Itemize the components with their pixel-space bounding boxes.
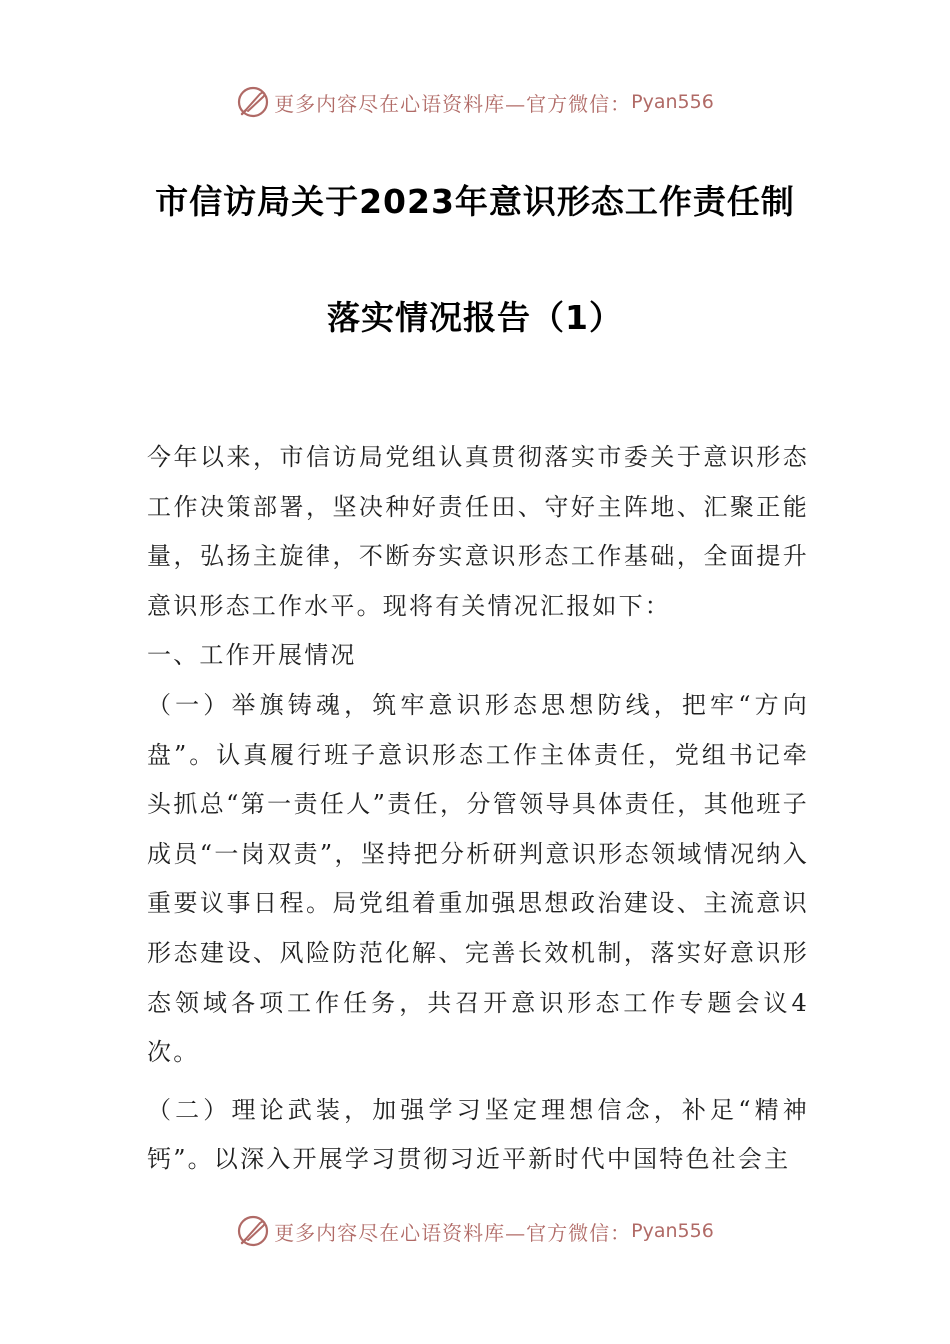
quill-logo-icon	[236, 85, 270, 119]
watermark-banner-bottom	[0, 1211, 950, 1251]
paragraph-section-2: （二）理论武装，加强学习坚定理想信念，补足“精神钙”。以深入开展学习贯彻习近平新时代中国特色社会主	[147, 1095, 809, 1174]
section-heading: 一、工作开展情况	[147, 641, 357, 670]
watermark-text: 更多内容尽在心语资料库—官方微信：	[274, 1220, 632, 1245]
document-title-line2: 落实情况报告（1）	[327, 298, 623, 337]
watermark-contact: Pyan556	[631, 91, 714, 113]
paragraph-intro: 今年以来，市信访局党组认真贯彻落实市委关于意识形态工作决策部署，坚决种好责任田、守好主阵地、汇聚正能量，弘扬主旋律，不断夯实意识形态工作基础，全面提升意识形态工作水平。现将有关情况汇报如下：	[147, 443, 809, 620]
watermark-text: 更多内容尽在心语资料库—官方微信：	[274, 91, 632, 116]
quill-logo-icon	[236, 1214, 270, 1248]
paragraph-section-1: （一）举旗铸魂，筑牢意识形态思想防线，把牢“方向盘”。认真履行班子意识形态工作主体责任，党组书记牵头抓总“第一责任人”责任，分管领导具体责任，其他班子成员“一岗双责”，坚持把分析研判意识形态领域情况纳入重要议事日程。局党组着重加强思想政治建设、主流意识形态建设、风险防范化解、完善长效机制，落实好意识形态领域各项工作任务，共召开意识形态工作专题会议4次。	[147, 690, 809, 1067]
watermark-banner-top	[0, 82, 950, 122]
document-title-line1: 市信访局关于2023年意识形态工作责任制	[155, 182, 795, 221]
watermark-contact: Pyan556	[631, 1220, 714, 1242]
document-body	[147, 433, 809, 1185]
